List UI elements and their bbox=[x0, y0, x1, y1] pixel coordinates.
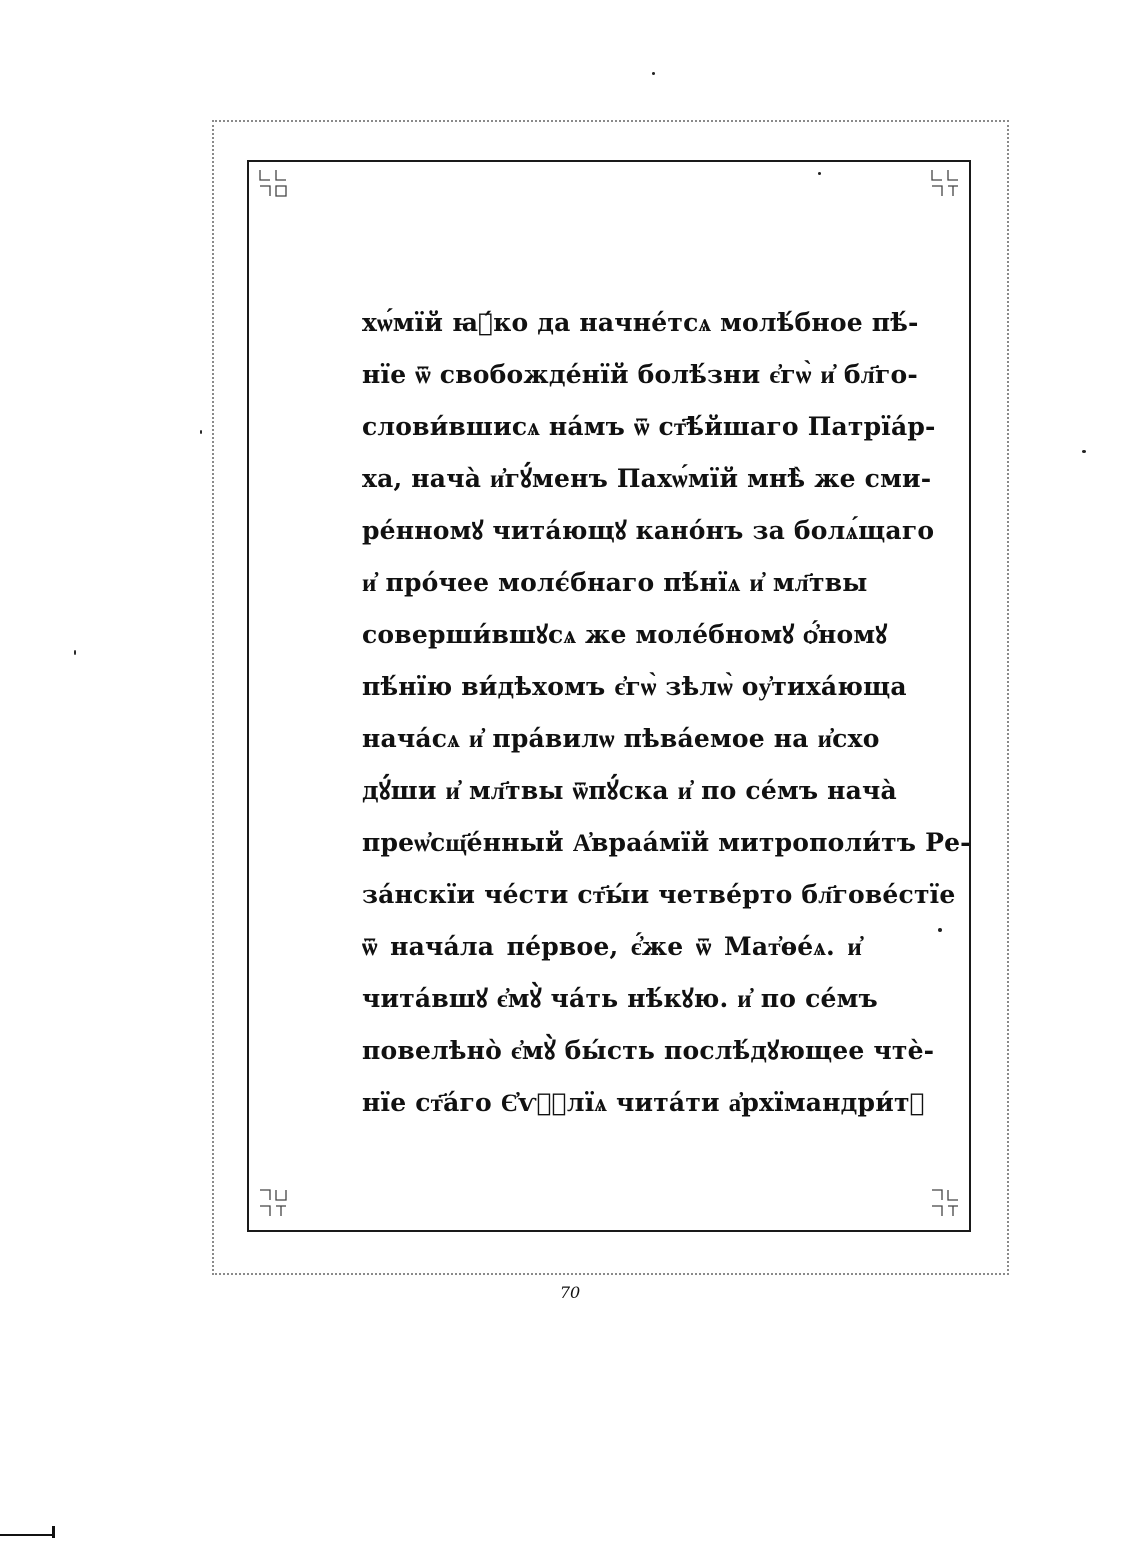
text-line: ре́нномꙋ чита́ющꙋ кано́нъ за болѧ́щаго bbox=[362, 516, 935, 545]
text-line: и҆ про́чее молє́бнаго пѣ́нїѧ и҆ мл҃твы bbox=[362, 568, 868, 597]
text-line: дꙋ́ши и҆ мл҃твы ѿпꙋ́ска и҆ по се́мъ нача̀ bbox=[362, 776, 897, 805]
scan-speck bbox=[74, 650, 76, 655]
text-line: соверши́вшꙋсѧ же моле́бномꙋ ѻ҆́номꙋ bbox=[362, 620, 888, 649]
scan-speck bbox=[938, 928, 942, 932]
scan-edge-mark bbox=[0, 1534, 52, 1536]
text-line: нїе ст҃а́го Є҆ѵⷢ҇лїѧ чита́ти а҆рхїмандри́тꙋ bbox=[362, 1088, 925, 1117]
scan-speck bbox=[818, 172, 821, 175]
scan-speck bbox=[200, 430, 202, 434]
scan-speck bbox=[1082, 450, 1086, 453]
corner-ornament-top-right bbox=[928, 166, 962, 200]
text-line: преѡ҆сщ҃е́нный А҆враа́мїй митрополи́тъ Ре- bbox=[362, 828, 971, 857]
corner-ornament-bottom-right bbox=[928, 1186, 962, 1220]
text-line: нїе ѿ свобожде́нїй болѣ́зни є҆гѡ̀ и҆ бл҃го- bbox=[362, 360, 918, 389]
page-number: 70 bbox=[559, 1283, 581, 1302]
corner-ornament-bottom-left bbox=[256, 1186, 290, 1220]
text-line: слови́вшисѧ на́мъ ѿ ст҃ѣ́йшаго Патрїа́р- bbox=[362, 412, 936, 441]
church-slavonic-text bbox=[362, 297, 971, 1129]
scan-edge-mark bbox=[52, 1526, 55, 1538]
text-line: чита́вшꙋ є҆мꙋ̀ ча́ть нѣ́кꙋю. и҆ по се́мъ bbox=[362, 984, 878, 1013]
text-line: за́нскїи че́сти ст҃ы́и четве́рто бл҃гове́стїе bbox=[362, 880, 956, 909]
text-line: ѿ нача́ла пе́рвое, є҆́же ѿ Мат҆ѳе́ѧ. и҆ bbox=[362, 932, 862, 961]
text-line: ха, нача̀ и҆гꙋ́менъ Пахѡ́мїй мнѣ̀ же сми- bbox=[362, 464, 932, 493]
text-line: повелѣно̀ є҆мꙋ̀ бы́сть послѣ́дꙋющее чтѐ- bbox=[362, 1036, 935, 1065]
text-line: нача́сѧ и҆ пра́вилѡ пѣва́емое на и҆схо bbox=[362, 724, 880, 753]
scan-speck bbox=[652, 72, 655, 75]
text-line: хѡ́мїй ꙗ҆́ко да начне́тсѧ молѣ́бное пѣ́- bbox=[362, 308, 919, 337]
corner-ornament-top-left bbox=[256, 166, 290, 200]
text-line: пѣ́нїю ви́дѣхомъ є҆гѡ̀ зѣлѡ̀ оу҆тиха́юща bbox=[362, 672, 907, 701]
